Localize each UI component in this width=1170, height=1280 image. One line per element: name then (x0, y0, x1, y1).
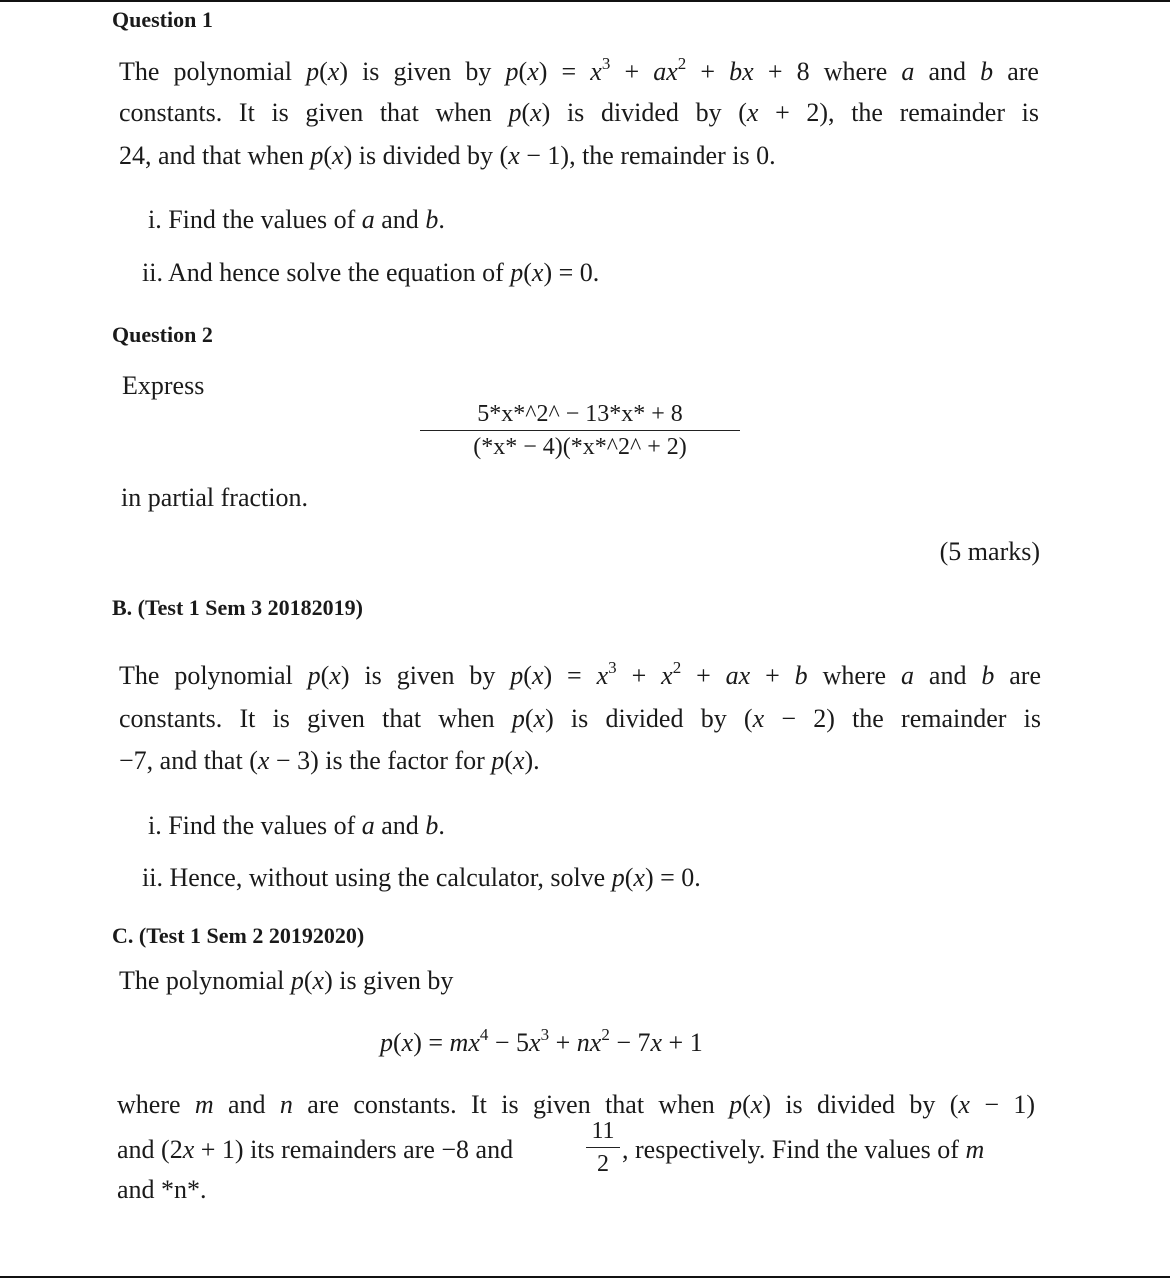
b-line-3: −7, and that (x − 3) is the factor for p(x). (119, 746, 540, 775)
c-equation: $p(x) = mx^4 - 5x^3 + nx^2 - 7x + 1$ (380, 1025, 703, 1057)
b-line-1: The polynomial p(x) is given by $p(x) = x^3 + x^2$ + ax + b where a and b are (119, 658, 1041, 690)
q1-part-i: i. Find the values of a and b. (148, 205, 445, 234)
c-line-2b: , respectively. Find the values of m (622, 1135, 985, 1164)
top-border (0, 0, 1170, 2)
q1-line-2: constants. It is given that when p(x) is divided by (x + 2), the remainder is (119, 98, 1039, 127)
c-intro: The polynomial p(x) is given by (119, 966, 454, 995)
q1-line-3: 24, and that when p(x) is divided by (x − 1), the remainder is 0. (119, 141, 776, 170)
b-line-2: constants. It is given that when p(x) is divided by (x − 2) the remainder is (119, 704, 1041, 733)
q2-intro: Express (122, 371, 205, 400)
section-b-heading: B. (Test 1 Sem 3 20182019) (112, 595, 363, 620)
q2-numerator: 5*x*^2^ − 13*x* + 8 (420, 400, 740, 431)
question-1-heading: Question 1 (112, 7, 213, 32)
q1-part-ii: ii. And hence solve the equation of p(x) = 0. (142, 258, 600, 287)
c-frac-denominator: 2 (597, 1151, 609, 1177)
q2-marks: (5 marks) (939, 537, 1040, 566)
c-frac-numerator: 11 (586, 1117, 620, 1148)
section-c-heading: C. (Test 1 Sem 2 20192020) (112, 923, 365, 948)
c-line-2a: and (2x + 1) its remainders are −8 and (117, 1135, 514, 1164)
q1-line-1: The polynomial p(x) is given by $p(x) = x^3 + ax^2$ + bx + 8 where a and b are (119, 54, 1039, 86)
q2-fraction (420, 400, 740, 461)
bottom-border (0, 1276, 1170, 1278)
b-part-i: i. Find the values of a and b. (148, 811, 445, 840)
b-part-ii: ii. Hence, without using the calculator, solve p(x) = 0. (142, 863, 701, 892)
q2-outro: in partial fraction. (121, 483, 308, 512)
q2-denominator: (*x* − 4)(*x*^2^ + 2) (473, 434, 687, 460)
c-line-1: where m and n are constants. It is given that when p(x) is divided by (x − 1) (117, 1090, 1035, 1119)
c-line-3: and *n*. (117, 1175, 207, 1204)
c-fraction (586, 1117, 620, 1178)
question-2-heading: Question 2 (112, 322, 213, 347)
